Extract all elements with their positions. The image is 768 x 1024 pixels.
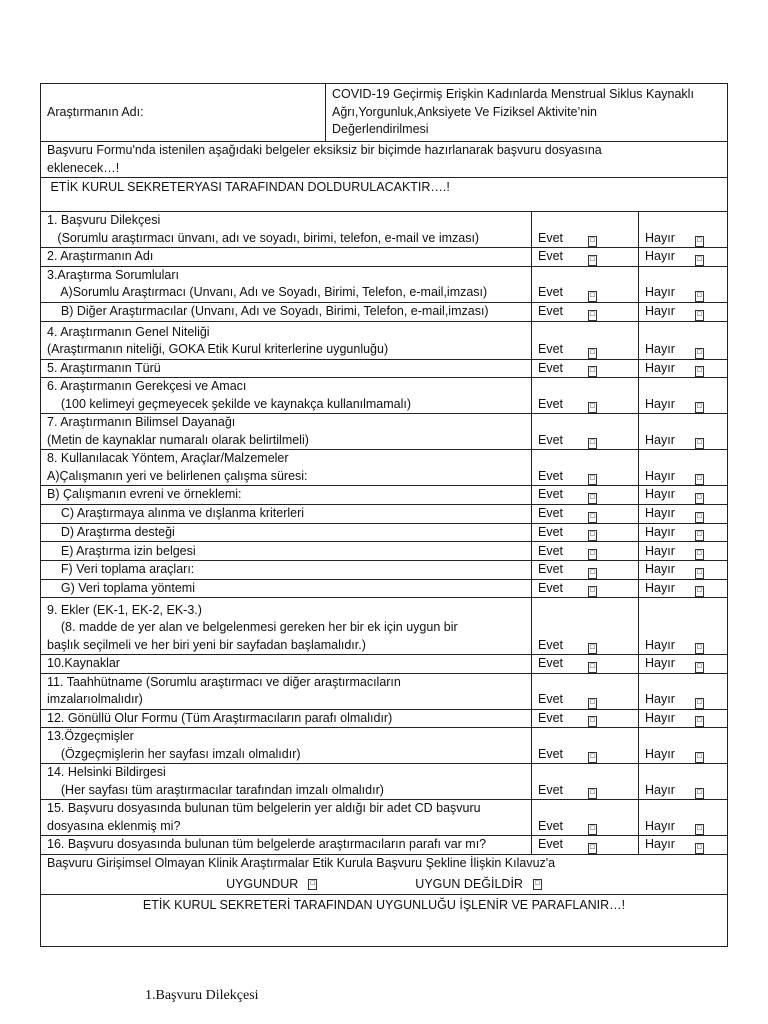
answer-option[interactable] <box>645 505 721 523</box>
answer-option[interactable] <box>538 655 632 673</box>
checklist-item-text <box>41 266 532 302</box>
answer-option[interactable] <box>645 360 721 378</box>
checkbox-icon[interactable]: ☐ <box>695 824 704 835</box>
no-label: Hayır <box>645 543 675 558</box>
checkbox-icon[interactable]: ☐ <box>695 643 704 654</box>
checklist-item-text <box>41 579 532 598</box>
checklist-item-text <box>41 598 532 655</box>
checklist-item-line: (Metin de kaynaklar numaralı olarak belirtilmeli) <box>47 432 309 447</box>
yes-label: Evet <box>538 487 564 501</box>
checklist-item-text <box>41 504 532 523</box>
answer-yes-cell <box>532 561 639 580</box>
answer-yes-cell <box>532 302 639 321</box>
answer-yes-cell <box>532 836 639 855</box>
answer-no-cell <box>639 579 728 598</box>
checklist-item-line: 1. Başvuru Dilekçesi <box>47 213 161 227</box>
yes-label: Evet <box>538 746 564 761</box>
checklist-item-line: 4. Araştırmanın Genel Niteliği <box>47 324 210 339</box>
research-title-row <box>41 84 728 142</box>
checklist-item-line: başlık seçilmeli ve her biri yeni bir sayfadan başlamalıdır.) <box>47 637 366 652</box>
checklist-item-line: 15. Başvuru dosyasında bulunan tüm belgelerin yer aldığı bir adet CD başvuru <box>47 801 481 815</box>
checklist-item-line: D) Araştırma desteği <box>47 524 175 539</box>
no-label: Hayır <box>645 506 675 520</box>
checklist-item-text <box>41 523 532 542</box>
secretary-note: ETİK KURUL SEKRETERİ TARAFINDAN UYGUNLUĞU İŞLENİR VE PARAFLANIR…! <box>41 894 728 946</box>
guideline-text: Başvuru Girişimsel Olmayan Klinik Araştırmalar Etik Kurula Başvuru Şekline İlişkin Kılavuz'a <box>47 855 556 870</box>
no-label: Hayır <box>645 249 675 263</box>
checklist-row <box>41 248 728 267</box>
answer-option[interactable] <box>538 341 632 359</box>
checkbox-icon[interactable]: ☐ <box>695 549 704 560</box>
checklist-item-line: 2. Araştırmanın Adı <box>47 249 154 263</box>
checklist-item-line: (Özgeçmişlerin her sayfası imzalı olmalıdır) <box>47 746 301 761</box>
checklist-item-line: C) Araştırmaya alınma ve dışlanma kriterleri <box>47 506 305 520</box>
checklist-row <box>41 579 728 598</box>
checkbox-icon[interactable]: ☐ <box>588 236 597 247</box>
checklist-item-text <box>41 709 532 728</box>
yes-label: Evet <box>538 524 564 539</box>
checklist-item-text <box>41 655 532 674</box>
checkbox-icon[interactable]: ☐ <box>588 291 597 302</box>
checklist-item-text <box>41 321 532 359</box>
no-label: Hayır <box>645 524 675 539</box>
checklist-item-line: G) Veri toplama yöntemi <box>47 580 195 595</box>
no-label: Hayır <box>645 230 675 245</box>
answer-option[interactable] <box>538 543 632 561</box>
not-suitable-option[interactable] <box>415 876 542 894</box>
checkbox-icon[interactable]: ☐ <box>308 879 317 890</box>
guideline-cell <box>41 854 728 894</box>
no-label: Hayır <box>645 782 675 797</box>
checkbox-icon[interactable]: ☐ <box>588 348 597 359</box>
yes-label: Evet <box>538 637 564 652</box>
answer-option[interactable] <box>538 782 632 800</box>
answer-yes-cell <box>532 800 639 836</box>
instruction-row <box>41 142 728 178</box>
checklist-item-line: (Araştırmanın niteliği, GOKA Etik Kurul kriterlerine uygunluğu) <box>47 342 389 356</box>
checklist-item-text <box>41 359 532 378</box>
checklist-row <box>41 450 728 486</box>
checkbox-icon[interactable]: ☐ <box>588 438 597 449</box>
answer-option[interactable] <box>645 746 721 764</box>
answer-yes-cell <box>532 655 639 674</box>
answer-option[interactable] <box>645 396 721 414</box>
answer-yes-cell <box>532 673 639 709</box>
checkbox-icon[interactable]: ☐ <box>695 493 704 504</box>
answer-yes-cell <box>532 542 639 561</box>
checklist-item-line: dosyasına eklenmiş mi? <box>47 818 181 833</box>
checkbox-icon[interactable]: ☐ <box>533 879 542 890</box>
yes-label: Evet <box>538 656 564 670</box>
no-label: Hayır <box>645 692 675 706</box>
checklist-row <box>41 542 728 561</box>
suitable-label: UYGUNDUR <box>226 877 299 891</box>
checklist-row <box>41 486 728 505</box>
answer-no-cell <box>639 378 728 414</box>
checklist-item-text <box>41 378 532 414</box>
checklist-item-line: 16. Başvuru dosyasında bulunan tüm belgelerde araştırmacıların parafı var mı? <box>47 837 487 851</box>
checkbox-icon[interactable]: ☐ <box>588 698 597 709</box>
answer-option[interactable] <box>645 303 721 321</box>
no-label: Hayır <box>645 818 675 833</box>
checklist-item-line: B) Çalışmanın evreni ve örneklemi: <box>47 487 242 501</box>
checklist-item-line: (Sorumlu araştırmacı ünvanı, adı ve soyadı, birimi, telefon, e-mail ve imzası) <box>47 230 480 245</box>
yes-label: Evet <box>538 506 564 520</box>
yes-label: Evet <box>538 562 564 576</box>
answer-option[interactable] <box>645 818 721 836</box>
answer-option[interactable] <box>538 486 632 504</box>
checklist-row <box>41 673 728 709</box>
checklist-row <box>41 598 728 655</box>
checklist-item-line: (8. madde de yer alan ve belgelenmesi gereken her bir ek için uygun bir <box>47 620 458 634</box>
checklist-item-text <box>41 673 532 709</box>
checkbox-icon[interactable]: ☐ <box>588 643 597 654</box>
answer-option[interactable] <box>538 818 632 836</box>
answer-yes-cell <box>532 414 639 450</box>
committee-note: ETİK KURUL SEKRETERYASI TARAFINDAN DOLDURULACAKTIR….! <box>41 178 728 212</box>
checklist-row <box>41 523 728 542</box>
answer-yes-cell <box>532 598 639 655</box>
answer-no-cell <box>639 212 728 248</box>
not-suitable-label: UYGUN DEĞİLDİR <box>415 877 523 891</box>
answer-option[interactable] <box>538 524 632 542</box>
answer-option[interactable] <box>645 561 721 579</box>
answer-option[interactable] <box>538 836 632 854</box>
checkbox-icon[interactable]: ☐ <box>588 662 597 673</box>
answer-yes-cell <box>532 728 639 764</box>
yes-label: Evet <box>538 342 564 356</box>
checklist-item-line: F) Veri toplama araçları: <box>47 562 195 576</box>
instruction-text <box>41 142 728 178</box>
answer-option[interactable] <box>645 543 721 561</box>
checkbox-icon[interactable]: ☐ <box>695 716 704 727</box>
checkbox-icon[interactable]: ☐ <box>695 788 704 799</box>
answer-option[interactable] <box>645 230 721 248</box>
checklist-row <box>41 561 728 580</box>
checklist-item-line: 5. Araştırmanın Türü <box>47 360 161 375</box>
checkbox-icon[interactable]: ☐ <box>588 493 597 504</box>
checklist-item-line: 7. Araştırmanın Bilimsel Dayanağı <box>47 415 236 429</box>
yes-label: Evet <box>538 837 564 851</box>
checkbox-icon[interactable]: ☐ <box>695 236 704 247</box>
answer-no-cell <box>639 359 728 378</box>
answer-yes-cell <box>532 378 639 414</box>
checkbox-icon[interactable]: ☐ <box>695 291 704 302</box>
answer-option[interactable] <box>645 284 721 302</box>
checklist-row <box>41 302 728 321</box>
checklist-row <box>41 655 728 674</box>
answer-yes-cell <box>532 212 639 248</box>
no-label: Hayır <box>645 342 675 356</box>
instruction-line: Başvuru Formu'nda istenilen aşağıdaki belgeler eksiksiz bir biçimde hazırlanarak başvuru dosyasına <box>47 143 602 157</box>
answer-option[interactable] <box>645 710 721 728</box>
answer-yes-cell <box>532 579 639 598</box>
checkbox-icon[interactable]: ☐ <box>695 310 704 321</box>
answer-yes-cell <box>532 248 639 267</box>
answer-no-cell <box>639 728 728 764</box>
checkbox-icon[interactable]: ☐ <box>695 474 704 485</box>
no-label: Hayır <box>645 746 675 761</box>
answer-yes-cell <box>532 504 639 523</box>
checklist-item-text <box>41 561 532 580</box>
answer-option[interactable] <box>538 360 632 378</box>
answer-option[interactable] <box>645 637 721 655</box>
checkbox-icon[interactable]: ☐ <box>695 512 704 523</box>
answer-option[interactable] <box>645 248 721 266</box>
checklist-item-line: 13.Özgeçmişler <box>47 729 134 743</box>
application-checklist-table <box>40 83 728 947</box>
no-label: Hayır <box>645 710 675 725</box>
yes-label: Evet <box>538 468 564 483</box>
yes-label: Evet <box>538 360 564 375</box>
yes-label: Evet <box>538 249 564 263</box>
checkbox-icon[interactable]: ☐ <box>588 568 597 579</box>
yes-label: Evet <box>538 285 564 299</box>
research-title <box>326 84 728 142</box>
answer-no-cell <box>639 523 728 542</box>
answer-no-cell <box>639 836 728 855</box>
no-label: Hayır <box>645 432 675 447</box>
no-label: Hayır <box>645 487 675 501</box>
no-label: Hayır <box>645 837 675 851</box>
answer-option[interactable] <box>645 655 721 673</box>
yes-label: Evet <box>538 782 564 797</box>
yes-label: Evet <box>538 692 564 706</box>
answer-option[interactable] <box>538 637 632 655</box>
checkbox-icon[interactable]: ☐ <box>695 752 704 763</box>
checklist-item-line: A)Çalışmanın yeri ve belirlenen çalışma süresi: <box>47 468 308 483</box>
checklist-item-text <box>41 248 532 267</box>
checklist-item-line: E) Araştırma izin belgesi <box>47 543 196 558</box>
checklist-item-line: 11. Taahhütname (Sorumlu araştırmacı ve diğer araştırmacıların <box>47 674 401 689</box>
yes-label: Evet <box>538 304 564 318</box>
checkbox-icon[interactable]: ☐ <box>695 586 704 597</box>
secretary-row <box>41 894 728 946</box>
answer-option[interactable] <box>538 248 632 266</box>
answer-yes-cell <box>532 709 639 728</box>
answer-no-cell <box>639 673 728 709</box>
answer-option[interactable] <box>538 303 632 321</box>
answer-no-cell <box>639 504 728 523</box>
checkbox-icon[interactable]: ☐ <box>695 438 704 449</box>
checkbox-icon[interactable]: ☐ <box>695 348 704 359</box>
checklist-item-line: imzalarıolmalıdır) <box>47 692 143 706</box>
instruction-line: eklenecek…! <box>47 160 120 175</box>
answer-option[interactable] <box>538 505 632 523</box>
answer-option[interactable] <box>645 782 721 800</box>
checkbox-icon[interactable]: ☐ <box>588 402 597 413</box>
checklist-row <box>41 836 728 855</box>
checkbox-icon[interactable]: ☐ <box>588 843 597 854</box>
checklist-item-line: 14. Helsinki Bildirgesi <box>47 765 166 779</box>
no-label: Hayır <box>645 360 675 375</box>
answer-yes-cell <box>532 266 639 302</box>
checklist-item-line: 3.Araştırma Sorumluları <box>47 267 179 282</box>
yes-label: Evet <box>538 543 564 558</box>
checklist-row <box>41 212 728 248</box>
answer-option[interactable] <box>538 561 632 579</box>
checklist-row <box>41 359 728 378</box>
no-label: Hayır <box>645 396 675 411</box>
answer-no-cell <box>639 302 728 321</box>
answer-no-cell <box>639 598 728 655</box>
guideline-row <box>41 854 728 894</box>
yes-label: Evet <box>538 710 564 725</box>
checklist-row <box>41 378 728 414</box>
checkbox-icon[interactable]: ☐ <box>695 662 704 673</box>
answer-no-cell <box>639 709 728 728</box>
suitable-option[interactable] <box>226 876 317 894</box>
answer-no-cell <box>639 764 728 800</box>
answer-yes-cell <box>532 359 639 378</box>
checkbox-icon[interactable]: ☐ <box>695 530 704 541</box>
checklist-item-line: B) Diğer Araştırmacılar (Unvanı, Adı ve Soyadı, Birimi, Telefon, e-mail,imzası) <box>47 304 489 318</box>
footer-section-title: 1.Başvuru Dilekçesi <box>145 988 259 1003</box>
answer-option[interactable] <box>645 486 721 504</box>
no-label: Hayır <box>645 468 675 483</box>
checklist-item-line: 9. Ekler (EK-1, EK-2, EK-3.) <box>47 602 202 617</box>
answer-option[interactable] <box>538 432 632 450</box>
answer-option[interactable] <box>538 691 632 709</box>
checklist-item-text <box>41 728 532 764</box>
answer-no-cell <box>639 542 728 561</box>
checkbox-icon[interactable]: ☐ <box>695 366 704 377</box>
answer-option[interactable] <box>538 284 632 302</box>
answer-no-cell <box>639 450 728 486</box>
checklist-row <box>41 728 728 764</box>
checklist-row <box>41 321 728 359</box>
checkbox-icon[interactable]: ☐ <box>695 402 704 413</box>
answer-no-cell <box>639 266 728 302</box>
checkbox-icon[interactable]: ☐ <box>588 530 597 541</box>
checklist-item-line: (100 kelimeyi geçmeyecek şekilde ve kaynakça kullanılmamalı) <box>47 396 412 411</box>
checklist-item-line: 12. Gönüllü Olur Formu (Tüm Araştırmacıların parafı olmalıdır) <box>47 710 393 725</box>
checkbox-icon[interactable]: ☐ <box>588 512 597 523</box>
answer-option[interactable] <box>645 691 721 709</box>
checkbox-icon[interactable]: ☐ <box>588 474 597 485</box>
checkbox-icon[interactable]: ☐ <box>588 788 597 799</box>
checkbox-icon[interactable]: ☐ <box>588 310 597 321</box>
checklist-item-text <box>41 800 532 836</box>
research-title-line: COVID-19 Geçirmiş Erişkin Kadınlarda Menstrual Siklus Kaynaklı <box>332 87 694 102</box>
answer-yes-cell <box>532 523 639 542</box>
research-title-line: Değerlendirilmesi <box>332 122 429 137</box>
checklist-item-text <box>41 542 532 561</box>
answer-option[interactable] <box>538 746 632 764</box>
no-label: Hayır <box>645 304 675 318</box>
answer-option[interactable] <box>645 524 721 542</box>
checklist-item-line: (Her sayfası tüm araştırmacılar tarafından imzalı olmalıdır) <box>47 782 384 797</box>
yes-label: Evet <box>538 818 564 833</box>
checklist-item-text <box>41 212 532 248</box>
checklist-row <box>41 504 728 523</box>
answer-option[interactable] <box>538 396 632 414</box>
checklist-row <box>41 709 728 728</box>
checklist-row <box>41 414 728 450</box>
yes-label: Evet <box>538 230 564 245</box>
checkbox-icon[interactable]: ☐ <box>588 716 597 727</box>
yes-label: Evet <box>538 432 564 447</box>
checklist-row <box>41 764 728 800</box>
checklist-item-line: A)Sorumlu Araştırmacı (Unvanı, Adı ve Soyadı, Birimi, Telefon, e-mail,imzası) <box>47 285 488 299</box>
answer-no-cell <box>639 414 728 450</box>
answer-yes-cell <box>532 321 639 359</box>
answer-option[interactable] <box>538 468 632 486</box>
checklist-item-line: 6. Araştırmanın Gerekçesi ve Amacı <box>47 379 247 393</box>
checkbox-icon[interactable]: ☐ <box>695 568 704 579</box>
no-label: Hayır <box>645 562 675 576</box>
answer-option[interactable] <box>538 580 632 598</box>
checkbox-icon[interactable]: ☐ <box>588 824 597 835</box>
checklist-row <box>41 266 728 302</box>
checklist-item-text <box>41 414 532 450</box>
research-title-line: Ağrı,Yorgunluk,Anksiyete Ve Fiziksel Aktivite’nin <box>332 104 597 119</box>
answer-option[interactable] <box>645 580 721 598</box>
answer-option[interactable] <box>645 836 721 854</box>
answer-no-cell <box>639 486 728 505</box>
yes-label: Evet <box>538 396 564 411</box>
checklist-item-text <box>41 836 532 855</box>
answer-no-cell <box>639 321 728 359</box>
committee-note-row <box>41 178 728 212</box>
no-label: Hayır <box>645 656 675 670</box>
checkbox-icon[interactable]: ☐ <box>588 366 597 377</box>
checkbox-icon[interactable]: ☐ <box>695 843 704 854</box>
answer-option[interactable] <box>538 710 632 728</box>
answer-option[interactable] <box>645 432 721 450</box>
answer-option[interactable] <box>645 468 721 486</box>
answer-no-cell <box>639 561 728 580</box>
answer-yes-cell <box>532 764 639 800</box>
checklist-item-line: 8. Kullanılacak Yöntem, Araçlar/Malzemeler <box>47 451 289 465</box>
checkbox-icon[interactable]: ☐ <box>695 698 704 709</box>
answer-no-cell <box>639 800 728 836</box>
answer-option[interactable] <box>645 341 721 359</box>
checklist-row <box>41 800 728 836</box>
checklist-item-text <box>41 450 532 486</box>
checklist-item-text <box>41 764 532 800</box>
answer-no-cell <box>639 248 728 267</box>
suitability-options <box>47 876 721 894</box>
checkbox-icon[interactable]: ☐ <box>588 255 597 266</box>
yes-label: Evet <box>538 580 564 595</box>
no-label: Hayır <box>645 637 675 652</box>
answer-no-cell <box>639 655 728 674</box>
research-name-label: Araştırmanın Adı: <box>41 84 326 142</box>
answer-yes-cell <box>532 486 639 505</box>
checkbox-icon[interactable]: ☐ <box>695 255 704 266</box>
checkbox-icon[interactable]: ☐ <box>588 586 597 597</box>
answer-option[interactable] <box>538 230 632 248</box>
checkbox-icon[interactable]: ☐ <box>588 752 597 763</box>
no-label: Hayır <box>645 580 675 595</box>
checklist-item-text <box>41 302 532 321</box>
checklist-item-text <box>41 486 532 505</box>
checkbox-icon[interactable]: ☐ <box>588 549 597 560</box>
checklist-item-line: 10.Kaynaklar <box>47 656 120 670</box>
no-label: Hayır <box>645 285 675 299</box>
answer-yes-cell <box>532 450 639 486</box>
